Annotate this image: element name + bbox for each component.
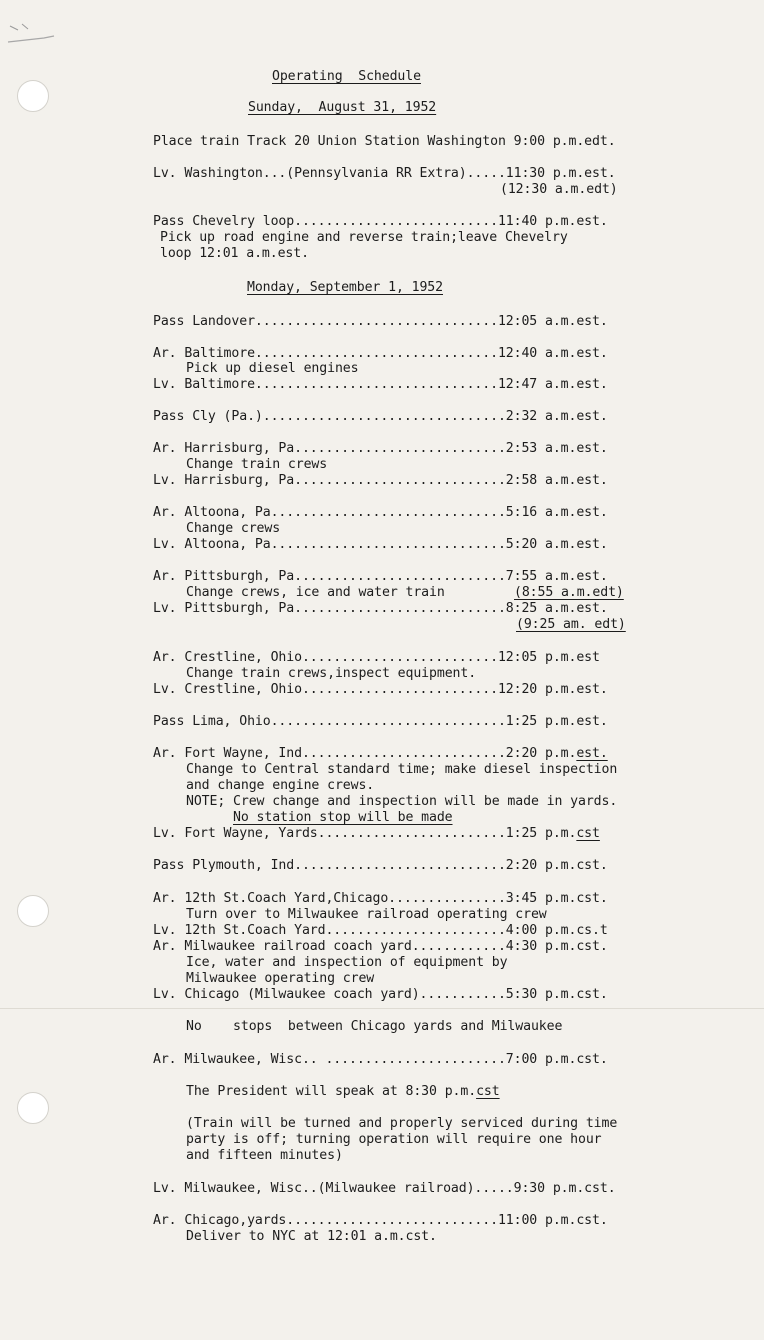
schedule-line: Pass Landover...............................12:05 a.m.est. (153, 314, 608, 329)
schedule-line: Ar. Pittsburgh, Pa...........................7:55 a.m.est. (153, 569, 608, 584)
schedule-note-text: The President will speak at 8:30 p.m. (186, 1084, 477, 1099)
schedule-note (186, 1084, 500, 1100)
schedule-note: Pick up road engine and reverse train;leave Chevelry (160, 230, 568, 245)
schedule-note: Turn over to Milwaukee railroad operating crew (186, 907, 547, 922)
timezone-underlined: cst (576, 826, 600, 841)
schedule-note: Milwaukee operating crew (186, 971, 375, 986)
schedule-line: Lv. Baltimore...............................12:47 a.m.est. (153, 377, 608, 392)
schedule-note: Deliver to NYC at 12:01 a.m.cst. (186, 1229, 437, 1244)
schedule-note: party is off; turning operation will require one hour (186, 1132, 602, 1147)
schedule-title: Operating Schedule (272, 69, 421, 84)
schedule-line: Lv. Crestline, Ohio.........................12:20 p.m.est. (153, 682, 608, 697)
schedule-note: Change crews (186, 521, 281, 536)
schedule-line-text: Lv. Fort Wayne, Yards........................1:25 p.m. (153, 826, 577, 841)
schedule-note: Change to Central standard time; make diesel inspection (186, 762, 618, 777)
schedule-note: Change train crews,inspect equipment. (186, 666, 477, 681)
schedule-note: Change crews, ice and water train (186, 585, 445, 600)
timezone-underlined: est. (576, 746, 608, 761)
schedule-line-edt: (8:55 a.m.edt) (514, 585, 624, 600)
schedule-line: Pass Cly (Pa.)...............................2:32 a.m.est. (153, 409, 608, 424)
schedule-line: Ar. Altoona, Pa..............................5:16 a.m.est. (153, 505, 608, 520)
schedule-note: Change train crews (186, 457, 328, 472)
schedule-line: Lv. Harrisburg, Pa...........................2:58 a.m.est. (153, 473, 608, 488)
punch-hole-2 (17, 895, 49, 927)
schedule-note: loop 12:01 a.m.est. (160, 246, 309, 261)
schedule-note: No stops between Chicago yards and Milwaukee (186, 1019, 563, 1034)
schedule-note-underlined: No station stop will be made (233, 810, 453, 825)
schedule-line: Lv. Washington...(Pennsylvania RR Extra).....11:30 p.m.est. (153, 166, 616, 181)
schedule-line: Pass Chevelry loop..........................11:40 p.m.est. (153, 214, 608, 229)
date-heading-monday: Monday, September 1, 1952 (247, 280, 443, 295)
schedule-line: Lv. 12th St.Coach Yard.......................4:00 p.m.cs.t (153, 923, 608, 938)
schedule-note: Pick up diesel engines (186, 361, 359, 376)
schedule-line-edt: (12:30 a.m.edt) (500, 182, 618, 197)
schedule-note: Ice, water and inspection of equipment by (186, 955, 508, 970)
schedule-line-edt: (9:25 am. edt) (516, 617, 626, 632)
schedule-note: (Train will be turned and properly serviced during time (186, 1116, 618, 1131)
timezone-underlined: cst (476, 1084, 500, 1099)
schedule-line (153, 826, 600, 842)
schedule-line: Ar. Chicago,yards...........................11:00 p.m.cst. (153, 1213, 608, 1228)
schedule-line: Lv. Altoona, Pa..............................5:20 a.m.est. (153, 537, 608, 552)
schedule-line: Lv. Chicago (Milwaukee coach yard)...........5:30 p.m.cst. (153, 987, 608, 1002)
date-heading-sunday: Sunday, August 31, 1952 (248, 100, 437, 115)
schedule-note: NOTE; Crew change and inspection will be made in yards. (186, 794, 618, 809)
schedule-line: Ar. Harrisburg, Pa...........................2:53 a.m.est. (153, 441, 608, 456)
schedule-line (153, 746, 608, 762)
schedule-note: and fifteen minutes) (186, 1148, 343, 1163)
punch-hole-1 (17, 80, 49, 112)
schedule-line: Ar. Milwaukee, Wisc.. .......................7:00 p.m.cst. (153, 1052, 608, 1067)
schedule-line: Pass Plymouth, Ind...........................2:20 p.m.cst. (153, 858, 608, 873)
schedule-line: Ar. 12th St.Coach Yard,Chicago...............3:45 p.m.cst. (153, 891, 608, 906)
schedule-line: Pass Lima, Ohio..............................1:25 p.m.est. (153, 714, 608, 729)
schedule-line: Ar. Milwaukee railroad coach yard............4:30 p.m.cst. (153, 939, 608, 954)
schedule-line-text: Ar. Fort Wayne, Ind..........................2:20 p.m. (153, 746, 577, 761)
schedule-line: Place train Track 20 Union Station Washington 9:00 p.m.edt. (153, 134, 616, 149)
schedule-line: Lv. Pittsburgh, Pa...........................8:25 a.m.est. (153, 601, 608, 616)
schedule-line: Ar. Baltimore...............................12:40 a.m.est. (153, 346, 608, 361)
pencil-marks (4, 20, 74, 50)
fold-crease (0, 1008, 764, 1009)
schedule-line: Lv. Milwaukee, Wisc..(Milwaukee railroad).....9:30 p.m.cst. (153, 1181, 616, 1196)
schedule-line: Ar. Crestline, Ohio.........................12:05 p.m.est (153, 650, 600, 665)
schedule-note: and change engine crews. (186, 778, 375, 793)
punch-hole-3 (17, 1092, 49, 1124)
